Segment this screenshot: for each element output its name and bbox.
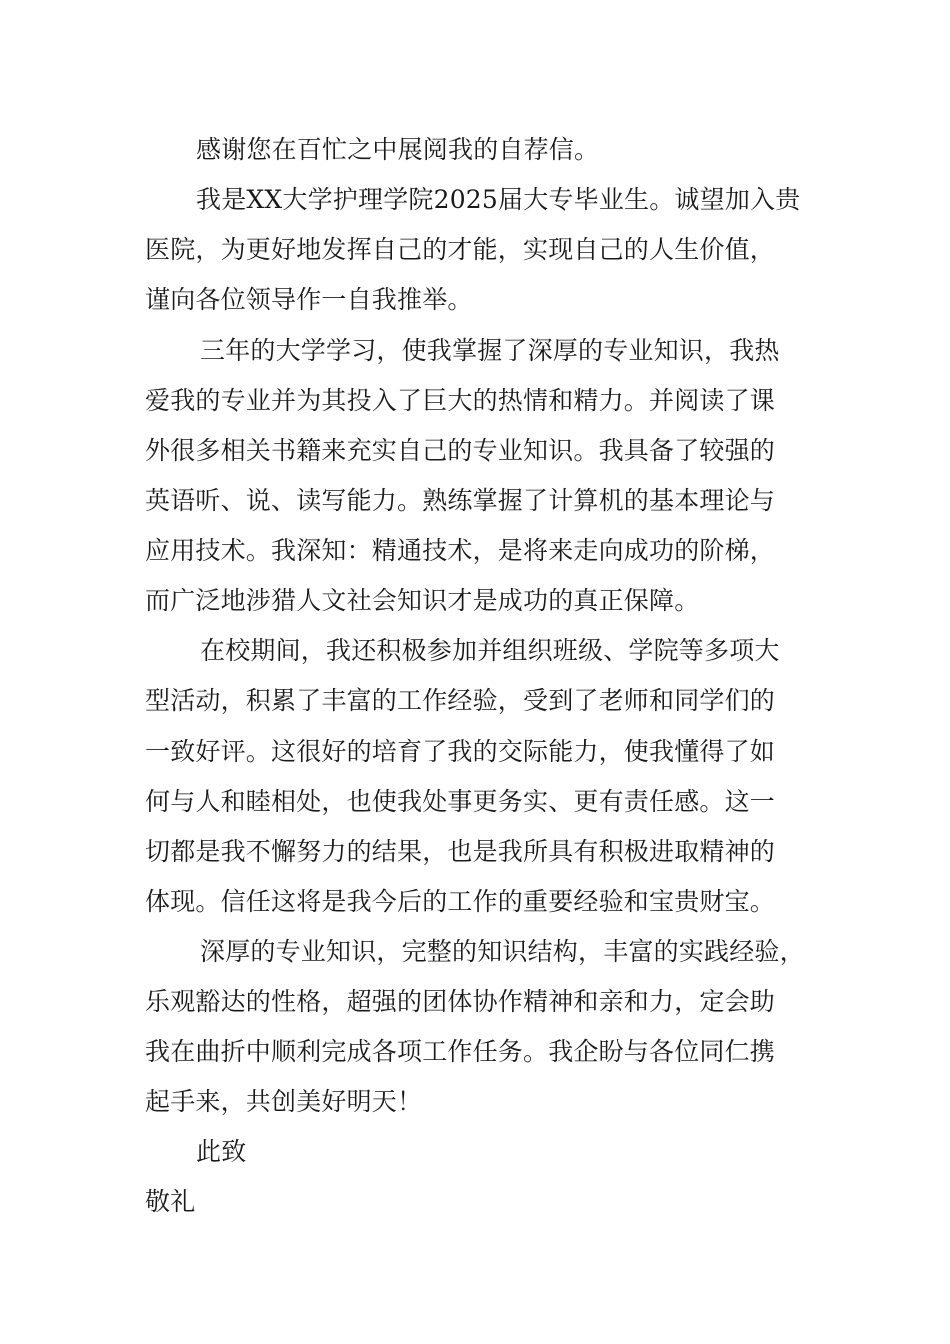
paragraph-1-line-1: 感谢您在百忙之中展阅我的自荐信。	[196, 135, 600, 164]
paragraph-5-line-4: 起手来，共创美好明天！	[145, 1087, 423, 1116]
paragraph-5-line-1: 深厚的专业知识，完整的知识结构，丰富的实践经验，	[200, 937, 805, 966]
paragraph-4-line-4: 何与人和睦相处，也使我处事更务实、更有责任感。这一	[145, 787, 776, 816]
paragraph-3-line-4: 英语听、说、读写能力。熟练掌握了计算机的基本理论与	[145, 486, 776, 515]
paragraph-2-line-2: 医院，为更好地发挥自己的才能，实现自己的人生价值，	[145, 235, 776, 264]
closing-text: 此致	[196, 1137, 247, 1166]
paragraph-5-line-3: 我在曲折中顺利完成各项工作任务。我企盼与各位同仁携	[145, 1037, 776, 1066]
paragraph-4-line-6: 体现。信任这将是我今后的工作的重要经验和宝贵财宝。	[145, 887, 776, 916]
paragraph-2-line-3: 谨向各位领导作一自我推举。	[145, 285, 473, 314]
paragraph-3-line-3: 外很多相关书籍来充实自己的专业知识。我具备了较强的	[145, 436, 776, 465]
salutation-text: 敬礼	[145, 1187, 196, 1216]
paragraph-4-line-2: 型活动，积累了丰富的工作经验，受到了老师和同学们的	[145, 686, 776, 715]
paragraph-3-line-2: 爱我的专业并为其投入了巨大的热情和精力。并阅读了课	[145, 386, 776, 415]
paragraph-4-line-5: 切都是我不懈努力的结果，也是我所具有积极进取精神的	[145, 837, 776, 866]
paragraph-2-line-1: 我是XX大学护理学院2025届大专毕业生。诚望加入贵	[196, 185, 801, 214]
paragraph-3-line-5: 应用技术。我深知：精通技术，是将来走向成功的阶梯，	[145, 536, 776, 565]
paragraph-4-line-3: 一致好评。这很好的培育了我的交际能力，使我懂得了如	[145, 737, 776, 766]
paragraph-3-line-6: 而广泛地涉猎人文社会知识才是成功的真正保障。	[145, 586, 700, 615]
paragraph-5-line-2: 乐观豁达的性格，超强的团体协作精神和亲和力，定会助	[145, 987, 776, 1016]
paragraph-4-line-1: 在校期间，我还积极参加并组织班级、学院等多项大	[200, 636, 780, 665]
paragraph-3-line-1: 三年的大学学习，使我掌握了深厚的专业知识，我热	[200, 336, 780, 365]
